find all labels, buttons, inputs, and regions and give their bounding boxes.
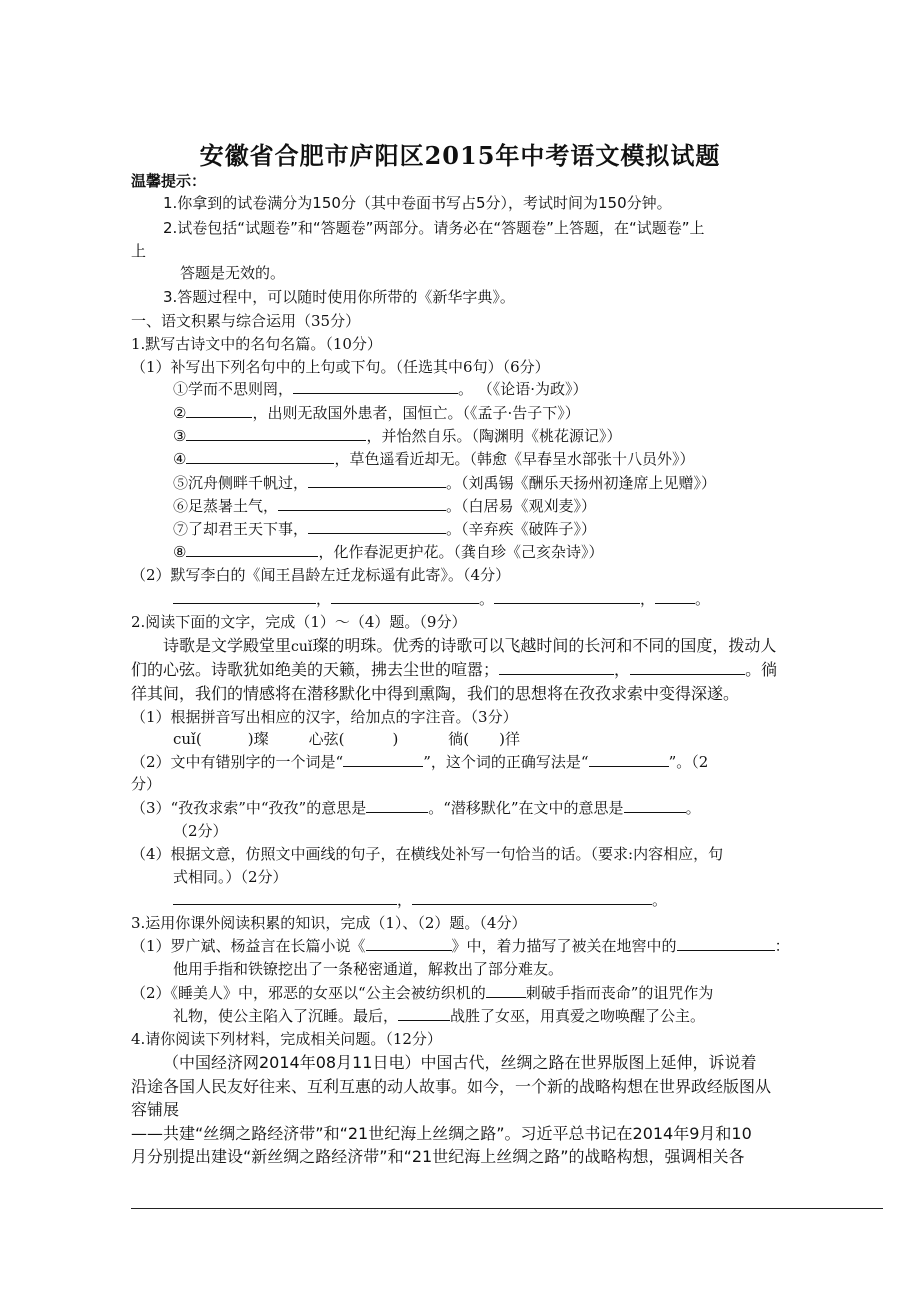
q3-s1-cont: 他用手指和铁镣挖出了一条秘密通道，解救出了部分难友。 (173, 960, 564, 978)
answer-blank[interactable] (278, 496, 446, 511)
tip-2-cont: 答题是无效的。 (180, 264, 286, 282)
q2-sub1-items: cuǐ( )璨 心弦( ) 徜( )徉 (173, 730, 521, 748)
answer-blank[interactable] (343, 752, 423, 767)
q4-material-line-4: ——共建“丝绸之路经济带”和“21世纪海上丝绸之路”。习近平总书记在2014年9月和10 (131, 1124, 752, 1143)
answer-blank[interactable] (589, 752, 669, 767)
tip-1: 1.你拿到的试卷满分为150分（其中卷面书写占5分），考试时间为150分钟。 (163, 194, 672, 212)
underlined-sentence: 诗歌犹如绝美的天籁，拂去尘世的喧嚣 (211, 660, 484, 679)
section-heading: 一、语文积累与综合运用（35分） (131, 312, 361, 330)
footer-divider (131, 1208, 883, 1209)
answer-blank[interactable] (366, 936, 452, 951)
answer-blank[interactable] (293, 379, 458, 394)
answer-blank[interactable] (630, 660, 745, 675)
q1-line-1: ①学而不思则罔， 。 （《论语·为政》） (173, 380, 588, 398)
q2-sub4: （4）根据文意，仿照文中画线的句子，在横线处补写一句恰当的话。（要求:内容相应，句 (131, 845, 724, 863)
q3-s2: （2）《睡美人》中，邪恶的女巫以“公主会被纺织机的 刺破手指而丧命”的诅咒作为 (131, 984, 714, 1002)
tips-heading: 温馨提示： (131, 172, 207, 190)
q2-sub4-cont: 式相同。）（2分） (173, 868, 288, 886)
q4-stem: 4.请你阅读下列材料，完成相关问题。（12分） (131, 1030, 442, 1048)
q1-part1: （1）补写出下列名句中的上句或下句。（任选其中6句）（6分） (131, 358, 550, 376)
answer-blank[interactable] (186, 403, 252, 418)
q3-s2-cont: 礼物，使公主陷入了沉睡。最后， 战胜了女巫，用真爱之吻唤醒了公主。 (173, 1007, 706, 1025)
answer-blank[interactable] (186, 449, 334, 464)
answer-blank[interactable] (624, 798, 686, 813)
q2-sub3: （3）“孜孜求索”中“孜孜”的意思是 。“潜移默化”在文中的意思是 。 (131, 799, 701, 817)
q4-material-line-1: （中国经济网2014年08月11日电）中国古代，丝绸之路在世界版图上延伸，诉说着 (163, 1053, 757, 1072)
q1-line-3: ③ ，并怡然自乐。（陶渊明《桃花源记》） (173, 427, 622, 445)
q3-stem: 3.运用你课外阅读积累的知识，完成（1）、（2）题。（4分） (131, 914, 527, 932)
answer-blank[interactable] (366, 798, 428, 813)
q2-para-line-2: 们的心弦。诗歌犹如绝美的天籁，拂去尘世的喧嚣； ， 。徜 (131, 660, 778, 679)
answer-blank[interactable] (494, 589, 640, 604)
q1-line-4: ④ ，草色遥看近却无。（韩愈《早春呈水部张十八员外》） (173, 450, 695, 468)
q2-stem: 2.阅读下面的文字，完成（1）～（4）题。（9分） (131, 613, 467, 631)
page-title: 安徽省合肥市庐阳区2015年中考语文模拟试题 (199, 141, 721, 170)
answer-blank[interactable] (655, 589, 695, 604)
answer-blank[interactable] (186, 426, 366, 441)
answer-blank[interactable] (677, 936, 775, 951)
tip-2-wrap: 上 (131, 242, 147, 260)
q1-poem-blanks: ， 。 ， 。 (173, 589, 833, 609)
q1-line-6: ⑥足蒸暑土气， 。（白居易《观刈麦》） (173, 497, 597, 515)
answer-blank[interactable] (186, 542, 318, 557)
q2-sub2-cont: 分） (131, 775, 162, 793)
q2-sub4-blanks: ， 。 (173, 890, 833, 910)
answer-blank[interactable] (412, 890, 652, 905)
q4-material-line-3: 容铺展 (131, 1100, 180, 1119)
answer-blank[interactable] (308, 519, 446, 534)
q4-material-line-2: 沿途各国人民友好往来、互利互惠的动人故事。如今，一个新的战略构想在世界政经版图从 (131, 1077, 772, 1096)
answer-blank[interactable] (308, 473, 446, 488)
answer-blank[interactable] (398, 1006, 450, 1021)
tip-2: 2.试卷包括“试题卷”和“答题卷”两部分。请务必在“答题卷”上答题，在“试题卷”上 (163, 219, 705, 237)
q1-line-5: ⑤沉舟侧畔千帆过， 。（刘禹锡《酬乐天扬州初逢席上见赠》） (173, 474, 717, 492)
answer-blank[interactable] (486, 983, 526, 998)
q1-part2: （2）默写李白的《闻王昌龄左迁龙标遥有此寄》。（4分） (131, 566, 511, 584)
q2-sub3-cont: （2分） (173, 822, 228, 840)
tip-3: 3.答题过程中，可以随时使用你所带的《新华字典》。 (163, 288, 515, 306)
q1-line-8: ⑧ ，化作春泥更护花。（龚自珍《己亥杂诗》） (173, 543, 604, 561)
q2-sub2: （2）文中有错别字的一个词是“ ”，这个词的正确写法是“ ”。（2 (131, 753, 709, 771)
q2-para-line-1: 诗歌是文学殿堂里cuǐ璨的明珠。优秀的诗歌可以飞越时间的长河和不同的国度，拨动人 (163, 636, 777, 655)
answer-blank[interactable] (173, 890, 397, 905)
q4-material-line-5: 月分别提出建设“新丝绸之路经济带”和“21世纪海上丝绸之路”的战略构想，强调相关各 (131, 1147, 745, 1166)
answer-blank[interactable] (173, 589, 316, 604)
q3-s1: （1）罗广斌、杨益言在长篇小说《 》中，着力描写了被关在地窖中的 ： (131, 937, 790, 955)
q1-stem: 1.默写古诗文中的名句名篇。（10分） (131, 335, 382, 353)
q2-para-line-3: 徉其间，我们的情感将在潜移默化中得到熏陶，我们的思想将在孜孜求索中变得深遂。 (131, 684, 740, 703)
q1-line-7: ⑦了却君王天下事， 。（辛弃疾《破阵子》） (173, 520, 597, 538)
q1-line-2: ② ，出则无敌国外患者，国恒亡。（《孟子·告子下》） (173, 404, 580, 422)
answer-blank[interactable] (499, 660, 614, 675)
answer-blank[interactable] (331, 589, 479, 604)
q2-sub1: （1）根据拼音写出相应的汉字，给加点的字注音。（3分） (131, 708, 518, 726)
